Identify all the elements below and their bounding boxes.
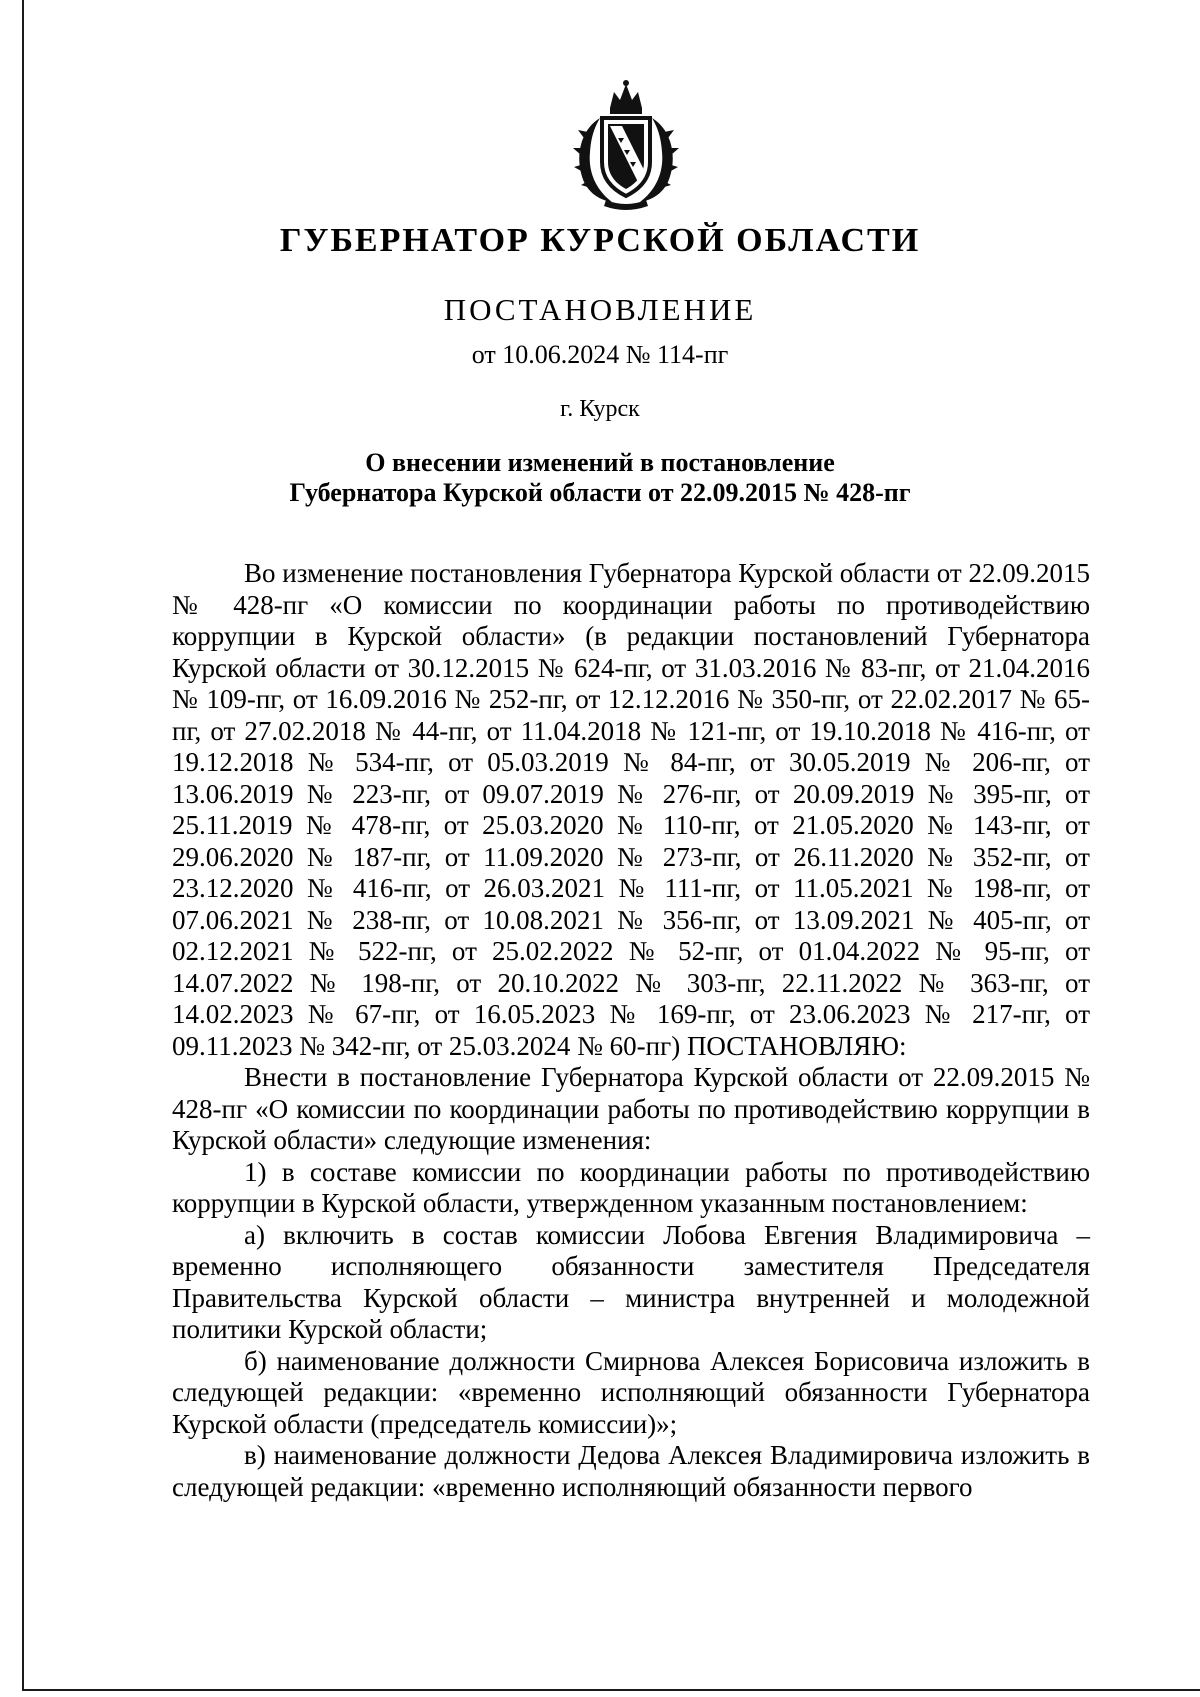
document-city: г. Курск bbox=[560, 396, 640, 422]
paragraph-item-1: 1) в составе комиссии по координации работы по противодействию коррупции в Курской области, утвержденном указанным постановлением: bbox=[172, 1156, 1090, 1218]
document-type: ПОСТАНОВЛЕНИЕ bbox=[443, 292, 757, 327]
document-title-line-2: Губернатора Курской области от 22.09.2015 № 428-пг bbox=[289, 478, 911, 507]
paragraph-item-1a: а) включить в состав комиссии Лобова Евгения Владимировича – временно исполняющего обязанности заместителя Председателя Правительства Курской области – министра внутренней и молодежной политики Курской области; bbox=[172, 1219, 1090, 1344]
coat-of-arms-emblem bbox=[566, 78, 686, 210]
issuing-authority: ГУБЕРНАТОР КУРСКОЙ ОБЛАСТИ bbox=[279, 222, 921, 259]
paragraph-item-1v: в) наименование должности Дедова Алексея Владимировича изложить в следующей редакции: «временно исполняющий обязанности первого bbox=[172, 1440, 1090, 1502]
paragraph-item-1b: б) наименование должности Смирнова Алексея Борисовича изложить в следующей редакции: «временно исполняющий обязанности Губернатора Курской области (председатель комиссии)»; bbox=[172, 1345, 1090, 1439]
document-date-number: от 10.06.2024 № 114-пг bbox=[471, 340, 729, 369]
paragraph-amendment-intro: Внести в постановление Губернатора Курской области от 22.09.2015 № 428-пг «О комиссии по координации работы по противодействию коррупции в Курской области» следующие изменения: bbox=[172, 1062, 1090, 1155]
paragraph-preamble: Во изменение постановления Губернатора Курской области от 22.09.2015 № 428-пг «О комиссии по координации работы по противодействию коррупции в Курской области» (в редакции постановлений Губернатора Курской области от 30.12.2015 № 624-пг, от 31.03.2016 № 83-пг, от 21.04.2016 № 109-пг, от 16.09.2016 № 252-пг, от 12.12.2016 № 350-пг, от 22.02.2017 № 65-пг, от 27.02.2018 № 44-пг, от 11.04.2018 № 121-пг, от 19.10.2018 № 416-пг, от 19.12.2018 № 534-пг, от 05.03.2019 № 84-пг, от 30.05.2019 № 206-пг, от 13.06.2019 № 223-пг, от 09.07.2019 № 276-пг, от 20.09.2019 № 395-пг, от 25.11.2019 № 478-пг, от 25.03.2020 № 110-пг, от 21.05.2020 № 143-пг, от 29.06.2020 № 187-пг, от 11.09.2020 № 273-пг, от 26.11.2020 № 352-пг, от 23.12.2020 № 416-пг, от 26.03.2021 № 111-пг, от 11.05.2021 № 198-пг, от 07.06.2021 № 238-пг, от 10.08.2021 № 356-пг, от 13.09.2021 № 405-пг, от 02.12.2021 № 522-пг, от 25.02.2022 № 52-пг, от 01.04.2022 № 95-пг, от 14.07.2022 № 198-пг, от 20.10.2022 № 303-пг, 22.11.2022 № 363-пг, от 14.02.2023 № 67-пг, от 16.05.2023 № 169-пг, от 23.06.2023 № 217-пг, от 09.11.2023 № 342-пг, от 25.03.2024 № 60-пг) ПОСТАНОВЛЯЮ: bbox=[172, 558, 1090, 1061]
document-body bbox=[172, 558, 1090, 1503]
scan-edge-bottom bbox=[22, 1689, 1200, 1691]
coat-of-arms-icon bbox=[566, 78, 686, 210]
document-title-line-1: О внесении изменений в постановление bbox=[365, 448, 835, 477]
document-title bbox=[0, 448, 1200, 508]
